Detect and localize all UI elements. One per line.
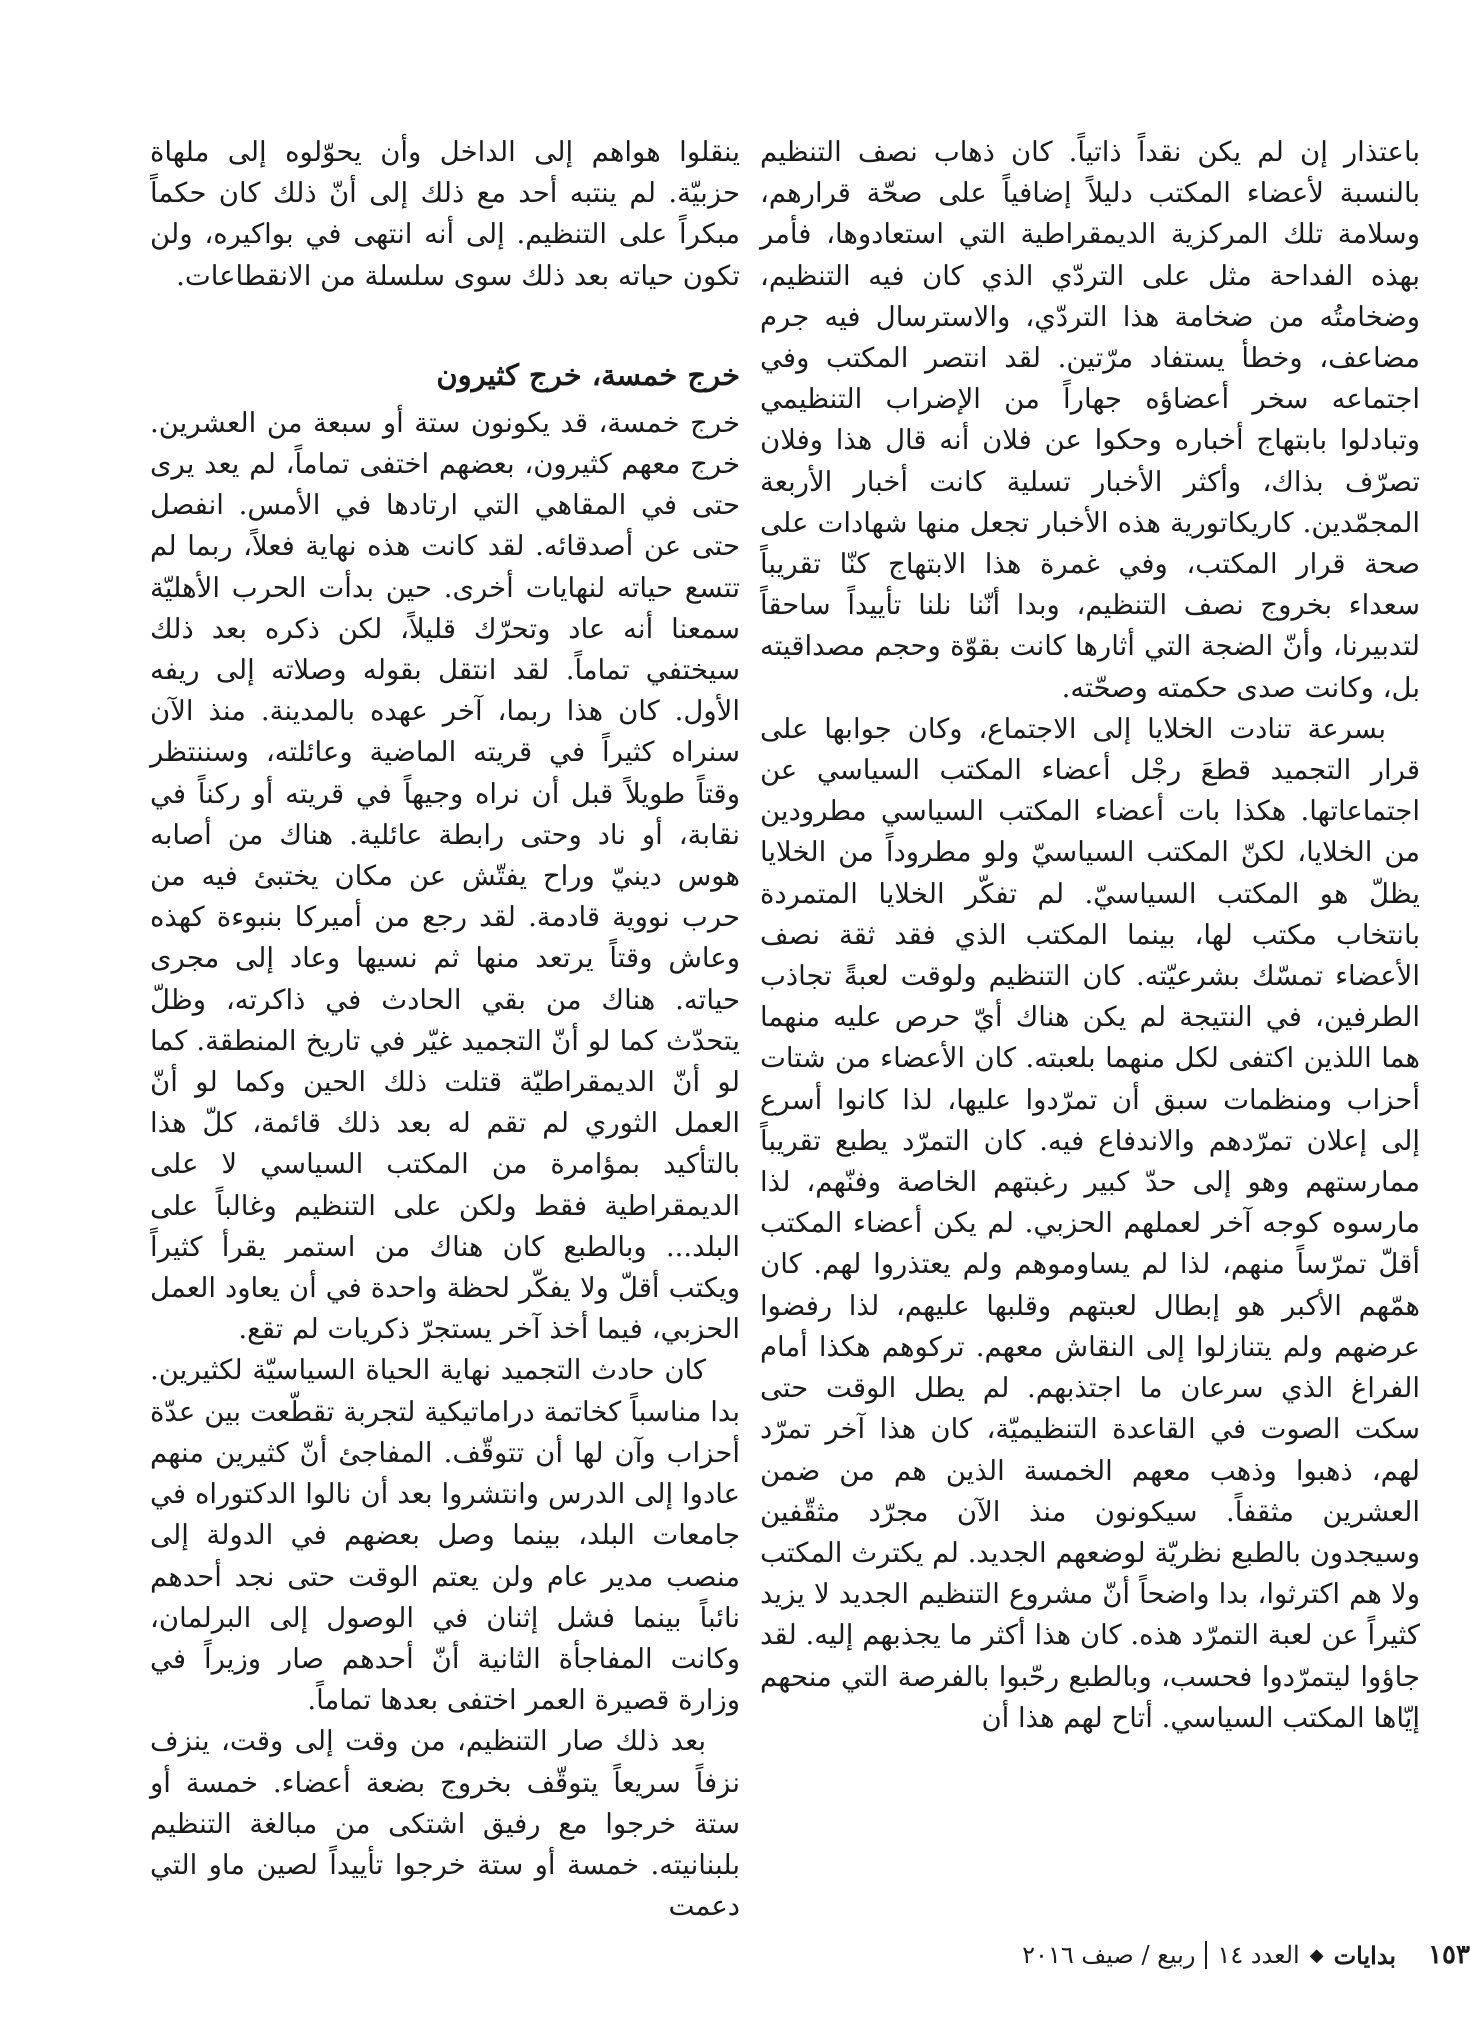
paragraph: بسرعة تنادت الخلايا إلى الاجتماع، وكان جوابها على قرار التجميد قطعَ رجْل أعضاء المكتب السياسي عن اجتماعاتها. هكذا بات أعضاء المكتب السياسي مطرودين من الخلايا، لكنّ المكتب السياسيّ ولو مطروداً من الخلايا يظلّ هو المكتب السياسيّ. لم تفكّر الخلايا المتمردة بانتخاب مكتب لها، بينما المكتب الذي فقد ثقة نصف الأعضاء تمسّك بشرعيّته. كان التنظيم ولوقت لعبةً تجاذب الطرفين، في النتيجة لم يكن هناك أيّ حرص عليه منهما هما اللذين اكتفى لكل منهما بلعبته. كان الأعضاء من شتات أحزاب ومنظمات سبق أن تمرّدوا عليها، لذا كانوا أسرع إلى إعلان تمرّدهم والاندفاع فيه. كان التمرّد يطبع تقريباً ممارستهم وهو إلى حدّ كبير رغبتهم الخاصة وفنّهم، لذا مارسوه كوجه آخر لعملهم الحزبي. لم يكن أعضاء المكتب أقلّ تمرّساً منهم، لذا لم يساوموهم ولم يعتذروا لهم. كان همّهم الأكبر هو إبطال لعبتهم وقلبها عليهم، لذا رفضوا عرضهم ولم يتنازلوا إلى النقاش معهم. تركوهم هكذا أمام الفراغ الذي سرعان ما اجتذبهم. لم يطل الوقت حتى سكت الصوت في القاعدة التنظيميّة، كان هذا آخر تمرّد لهم، ذهبوا وذهب معهم الخمسة الذين هم من ضمن العشرين مثقفاً. سيكونون منذ الآن مجرّد مثقّفين وسيجدون بالطبع نظريّة لوضعهم الجديد. لم يكترث المكتب ولا هم اكترثوا، بدا واضحاً أنّ مشروع التنظيم الجديد لا يزيد كثيراً عن لعبة التمرّد هذه. كان هذا أكثر ما يجذبهم إليه. لقد جاؤوا ليتمرّدوا فحسب، وبالطبع رحّبوا بالفرصة التي منحهم إيّاها المكتب السياسي. أتاح لهم هذا أن [760, 712, 1420, 1734]
journal-name: بدايات [1333, 1940, 1397, 1970]
left-column [150, 132, 740, 1922]
right-column [760, 132, 1420, 1922]
paragraph: ينقلوا هواهم إلى الداخل وأن يحوّلوه إلى ملهاة حزبيّة. لم ينتبه أحد مع ذلك إلى أنّ ذلك كان حكماً مبكراً على التنظيم. إلى أنه انتهى في بواكيره، ولن تكون حياته بعد ذلك سوى سلسلة من الانقطاعات. [150, 136, 740, 292]
paragraph: كان حادث التجميد نهاية الحياة السياسيّة لكثيرين. بدا مناسباً كخاتمة دراماتيكية لتجربة تقطّعت بين عدّة أحزاب وآن لها أن تتوقّف. المفاجئ أنّ كثيرين منهم عادوا إلى الدرس وانتشروا بعد أن نالوا الدكتوراه في جامعات البلد، بينما وصل بعضهم في الدولة إلى منصب مدير عام ولن يعتم الوقت حتى نجد أحدهم نائباً بينما فشل إثنان في الوصول إلى البرلمان، وكانت المفاجأة الثانية أنّ أحدهم صار وزيراً في وزارة قصيرة العمر اختفى بعدها تماماً. [150, 1354, 740, 1717]
section-heading: خرج خمسة، خرج كثيرون [436, 357, 740, 392]
paragraph: بعد ذلك صار التنظيم، من وقت إلى وقت، ينزف نزفاً سريعاً يتوقّف بخروج بضعة أعضاء. خمسة أو ستة خرجوا مع رفيق اشتكى من مبالغة التنظيم بلبنانيته. خمسة أو ستة خرجوا تأييداً لصين ماو التي دعمت [150, 1725, 740, 1923]
page-footer [430, 1940, 1470, 1970]
diamond-icon: ◆ [1309, 1944, 1324, 1966]
issue-season: ربيع / صيف ٢٠١٦ [1022, 1941, 1196, 1969]
page-number: ١٥٣ [1428, 1940, 1470, 1970]
issue-number: العدد ١٤ [1217, 1941, 1300, 1969]
footer-divider [1205, 1941, 1207, 1969]
paragraph: خرج خمسة، قد يكونون ستة أو سبعة من العشرين. خرج معهم كثيرون، بعضهم اختفى تماماً، لم يعد يرى حتى في المقاهي التي ارتادها في الأمس. انفصل حتى عن أصدقائه. لقد كانت هذه نهاية فعلاً، ربما لم تتسع حياته لنهايات أخرى. حين بدأت الحرب الأهليّة سمعنا أنه عاد وتحرّك قليلاً، لكن ذكره بعد ذلك سيختفي تماماً. لقد انتقل بقوله وصلاته إلى ريفه الأول. كان هذا ربما، آخر عهده بالمدينة. منذ الآن سنراه كثيراً في قريته الماضية وعائلته، وسننتظر وقتاً طويلاً قبل أن نراه وجيهاً في قريته أو ركناً في نقابة، أو ناد وحتى رابطة عائلية. هناك من أصابه هوس دينيّ وراح يفتّش عن مكان يختبئ فيه من حرب نووية قادمة. لقد رجع من أميركا بنبوءة كهذه وعاش وقتاً يرتعد منها ثم نسيها وعاد إلى مجرى حياته. هناك من بقي الحادث في ذاكرته، وظلّ يتحدّث كما لو أنّ التجميد غيّر في تاريخ المنطقة. كما لو أنّ الديمقراطيّة قتلت ذلك الحين وكما لو أنّ العمل الثوري لم تقم له بعد ذلك قائمة، كلّ هذا بالتأكيد بمؤامرة من المكتب السياسي لا على الديمقراطية فقط ولكن على التنظيم وغالباً على البلد... وبالطبع كان هناك من استمر يقرأ كثيراً ويكتب أقلّ ولا يفكّر لحظة واحدة في أن يعاود العمل الحزبي، فيما أخذ آخر يستجرّ ذكريات لم تقع. [150, 406, 740, 1346]
paragraph: باعتذار إن لم يكن نقداً ذاتياً. كان ذهاب نصف التنظيم بالنسبة لأعضاء المكتب دليلاً إضافياً على صحّة قرارهم، وسلامة تلك المركزية الديمقراطية التي استعادوها، فأمر بهذه الفداحة مثل على التردّي الذي كان فيه التنظيم، وضخامتُه من ضخامة هذا التردّي، والاسترسال فيه جرم مضاعف، وخطأ يستفاد مرّتين. لقد انتصر المكتب وفي اجتماعه سخر أعضاؤه جهاراً من الإضراب التنظيمي وتبادلوا بابتهاج أخباره وحكوا عن فلان أنه قال هذا وفلان تصرّف بذاك، وأكثر الأخبار تسلية كانت أخبار الأربعة المجمّدين. كاريكاتورية هذه الأخبار تجعل منها شهادات على صحة قرار المكتب، وفي غمرة هذا الابتهاج كنّا تقريباً سعداء بخروج نصف التنظيم، وبدا أنّنا نلنا تأييداً ساحقاً لتدبيرنا، وأنّ الضجة التي أثارها كانت بقوّة وحجم مصداقيته بل، وكانت صدى حكمته وصحّته. [760, 136, 1420, 704]
